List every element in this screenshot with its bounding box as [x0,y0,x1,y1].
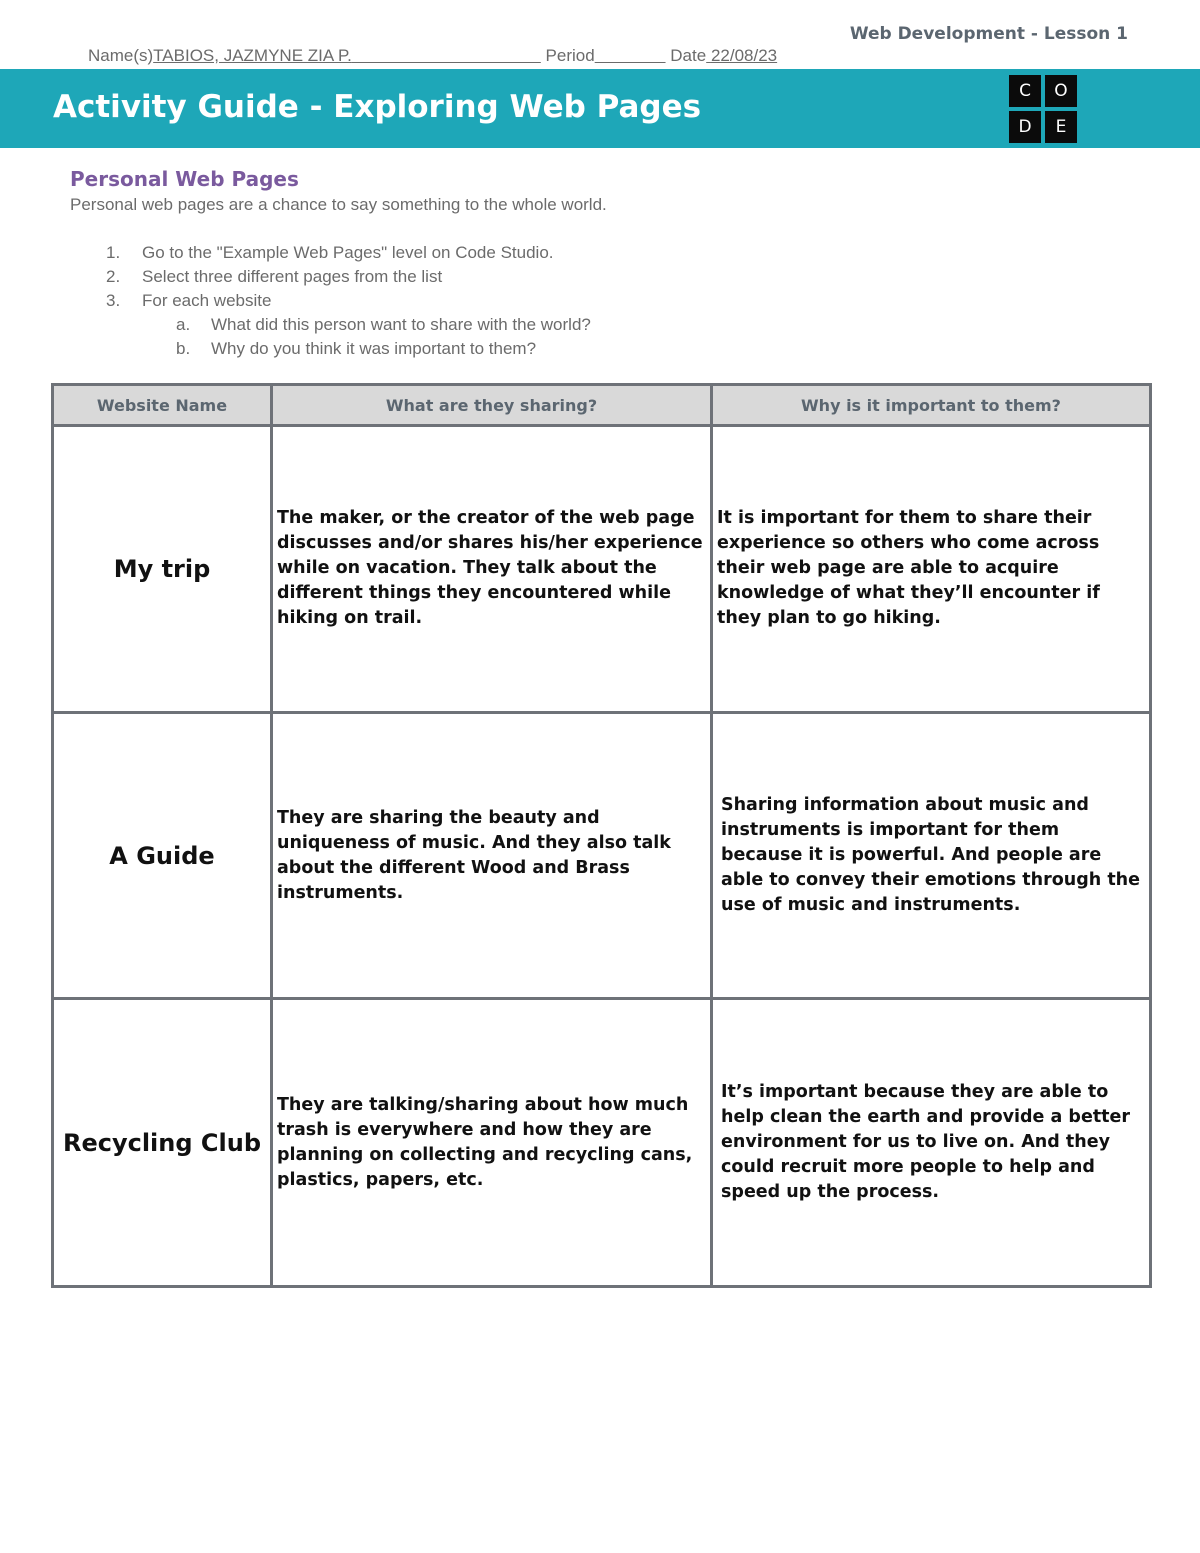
column-header-importance: Why is it important to them? [712,385,1151,426]
code-logo [1009,75,1079,145]
instruction-substep [70,314,591,338]
logo-letter: E [1045,111,1077,143]
instruction-list [70,242,591,362]
table-row [53,712,1151,999]
column-header-sharing: What are they sharing? [272,385,712,426]
sharing-cell[interactable]: The maker, or the creator of the web page discusses and/or shares his/her experience while on vacation. They talk about the different things they encountered while hiking on trail. [272,426,712,713]
table-header-row [53,385,1151,426]
date-field[interactable]: 22/08/23 [710,46,778,65]
page-title: Activity Guide - Exploring Web Pages [53,89,702,125]
website-name-cell[interactable]: My trip [53,426,272,713]
instruction-step [70,266,591,290]
website-table [51,383,1152,1288]
step-text: Go to the "Example Web Pages" level on Code Studio. [142,243,554,262]
title-banner [0,69,1200,148]
instruction-step [70,290,591,314]
step-number: 2. [106,267,121,286]
section-title: Personal Web Pages [70,167,299,191]
logo-letter: D [1009,111,1041,143]
column-header-website-name: Website Name [53,385,272,426]
section-subtitle: Personal web pages are a chance to say something to the whole world. [70,195,607,214]
logo-letter: C [1009,75,1041,107]
table-row [53,426,1151,713]
importance-cell[interactable]: It is important for them to share their experience so others who come across their web page are able to acquire knowledge of what they’ll encounter if they plan to go hiking. [712,426,1151,713]
step-text: Select three different pages from the list [142,267,443,286]
sharing-cell[interactable]: They are talking/sharing about how much trash is everywhere and how they are planning on collecting and recycling cans, plastics, papers, etc. [272,999,712,1287]
instruction-substep [70,338,591,362]
step-number: 1. [106,243,121,262]
step-text: Why do you think it was important to them? [211,339,537,358]
importance-cell[interactable]: Sharing information about music and instruments is important for them because it is powerful. And people are able to convey their emotions through the use of music and instruments. [712,712,1151,999]
website-name-cell[interactable]: A Guide [53,712,272,999]
website-name-cell[interactable]: Recycling Club [53,999,272,1287]
table-row [53,999,1151,1287]
step-text: What did this person want to share with the world? [211,315,591,334]
step-text: For each website [142,291,272,310]
step-number: 3. [106,291,121,310]
sharing-cell[interactable]: They are sharing the beauty and uniqueness of music. And they also talk about the different Wood and Brass instruments. [272,712,712,999]
logo-letter: O [1045,75,1077,107]
course-label: Web Development - Lesson 1 [849,24,1128,44]
name-field[interactable]: TABIOS, JAZMYNE ZIA P. [153,46,352,65]
period-field[interactable] [595,46,666,65]
step-letter: a. [176,315,191,334]
step-letter: b. [176,339,191,358]
name-period-date-line [88,46,777,66]
importance-cell[interactable]: It’s important because they are able to help clean the earth and provide a better environment for us to live on. And they could recruit more people to help and speed up the process. [712,999,1151,1287]
name-label: Name(s) [88,46,154,65]
instruction-step [70,242,591,266]
date-label: Date [670,46,707,65]
period-label: Period [545,46,595,65]
